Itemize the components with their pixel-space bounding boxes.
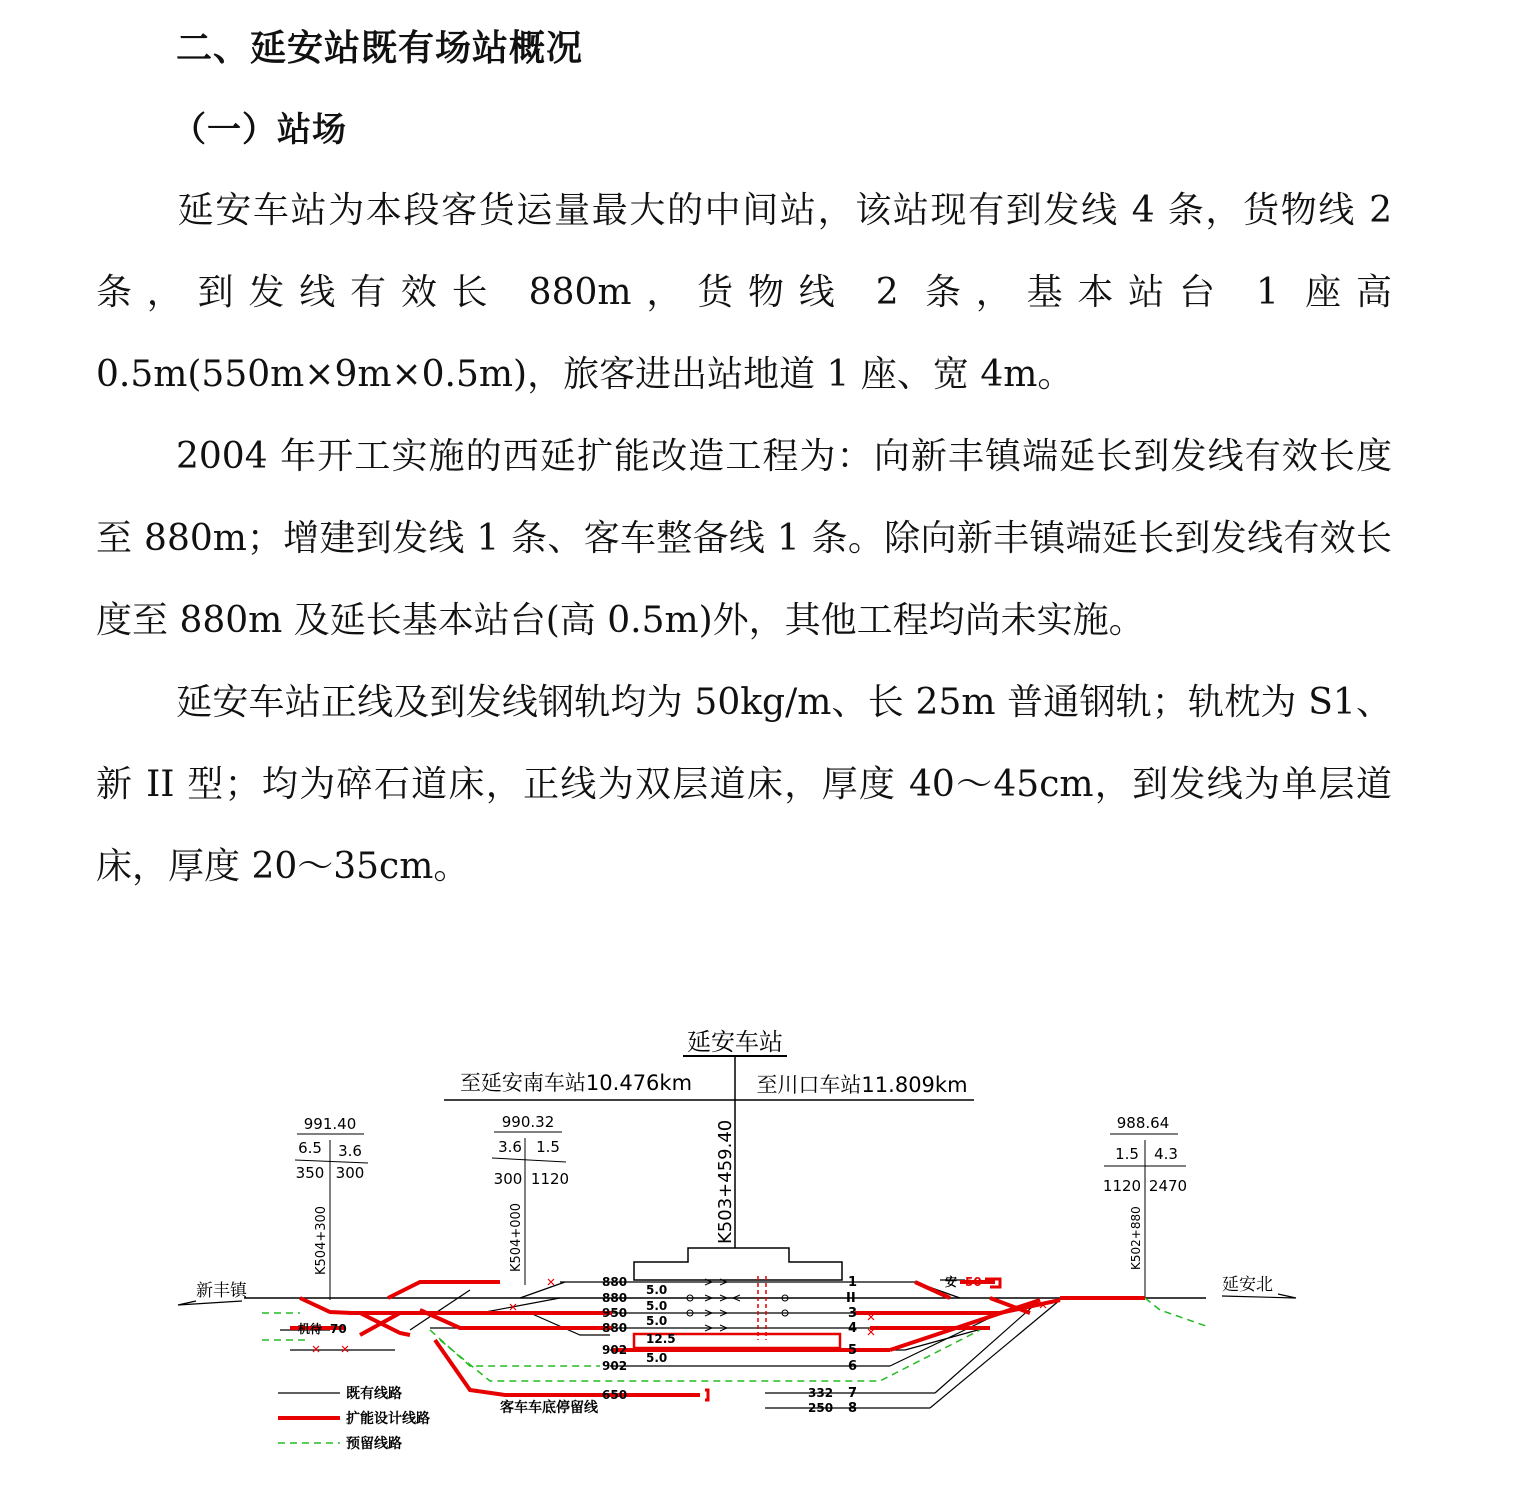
track-number: 8 xyxy=(848,1401,858,1416)
track-length: 902 xyxy=(602,1359,628,1373)
switch-mark xyxy=(700,1295,790,1301)
profile-length: 2470 xyxy=(1148,1177,1188,1195)
legend xyxy=(278,1385,430,1452)
profile-grade: 1.5 xyxy=(1115,1145,1139,1163)
spacing: 5.0 xyxy=(646,1283,668,1297)
connector xyxy=(410,1290,470,1330)
coach-bumper xyxy=(705,1390,708,1400)
section-heading: 二、延安站既有场站概况 xyxy=(176,28,584,69)
profile-length: 300 xyxy=(493,1170,523,1188)
legend-label: 扩能设计线路 xyxy=(346,1411,430,1427)
profile-mid xyxy=(492,1113,569,1285)
profile-grade: 4.3 xyxy=(1154,1145,1178,1163)
reserved-track xyxy=(1145,1298,1206,1326)
paragraph-text: 2004 年开工实施的西延扩能改造工程为：向新丰镇端延长到发线有效长度至 880m；增建到发线 1 条、客车整备线 1 条。除向新丰镇端延长到发线有效长度至 880m 及延长基本站台(高 0.5m)外，其他工程均尚未实施。 xyxy=(96,436,1392,641)
paragraph-text: 延安车站正线及到发线钢轨均为 50kg/m、长 25m 普通钢轨；轨枕为 S1、新 II 型；均为碎石道床，正线为双层道床，厚度 40～45cm，到发线为单层道床，厚度 20～35cm。 xyxy=(96,682,1392,887)
reserved-track xyxy=(430,1330,600,1366)
reserved-tracks xyxy=(262,1298,1206,1381)
station-track-diagram xyxy=(0,1000,1534,1470)
spacing-labels xyxy=(646,1283,676,1365)
x-mark xyxy=(313,1346,319,1352)
profile-grade: 1.5 xyxy=(536,1138,560,1156)
profile-length: 350 xyxy=(295,1164,325,1182)
to-south-label: 至延安南车站10.476km xyxy=(459,1071,693,1095)
profile-km: K502+880 xyxy=(1129,1206,1143,1270)
siding-length: 250 xyxy=(808,1401,834,1415)
right-end-label: 延安北 xyxy=(1222,1275,1273,1295)
track-length: 902 xyxy=(602,1343,628,1357)
track-number: 1 xyxy=(848,1275,858,1290)
profile-grade: 3.6 xyxy=(338,1142,362,1160)
track-length: 880 xyxy=(602,1321,628,1335)
profile-left xyxy=(295,1115,368,1300)
siding-length: 332 xyxy=(808,1386,834,1400)
profile-length: 300 xyxy=(335,1164,365,1182)
profile-rule xyxy=(295,1160,368,1163)
track-number: 6 xyxy=(848,1359,858,1374)
reserved-track xyxy=(440,1330,980,1381)
legend-label: 既有线路 xyxy=(346,1386,402,1402)
connector xyxy=(530,1313,610,1335)
connector xyxy=(480,1298,560,1313)
track-number: 5 xyxy=(848,1343,858,1358)
profile-rule xyxy=(492,1158,566,1162)
center-km: K503+459.40 xyxy=(715,1119,736,1244)
track-length: 950 xyxy=(602,1306,628,1320)
track-number: II xyxy=(846,1291,856,1306)
switch-marks xyxy=(687,1279,790,1331)
connector xyxy=(520,1282,565,1298)
subsection-heading: （一）站场 xyxy=(172,110,347,150)
spacing: 5.0 xyxy=(646,1351,668,1365)
paragraph xyxy=(96,170,1392,416)
track-number-labels xyxy=(846,1275,857,1416)
spacing: 5.0 xyxy=(646,1299,668,1313)
paragraph xyxy=(96,662,1392,908)
station-building xyxy=(634,1248,842,1280)
profile-km: K504+300 xyxy=(314,1205,329,1275)
profile-elevation: 991.40 xyxy=(303,1115,357,1133)
profile-length: 1120 xyxy=(1102,1177,1142,1195)
x-mark xyxy=(548,1279,554,1285)
profile-grade: 3.6 xyxy=(498,1138,522,1156)
track-length: 880 xyxy=(602,1291,628,1305)
expansion-track xyxy=(300,1298,612,1313)
track-number: 7 xyxy=(848,1386,858,1401)
track-number: 3 xyxy=(848,1306,858,1321)
crossing-marks xyxy=(758,1276,766,1340)
siding-left-length: 70 xyxy=(330,1322,347,1336)
track-length-labels xyxy=(602,1275,627,1402)
paragraph-text: 延安车站为本段客货运量最大的中间站，该站现有到发线 4 条，货物线 2 条，到发线有效长 880m，货物线 2 条，基本站台 1 座高 0.5m(550m×9m×0.5m)，旅客进出站地道 1 座、宽 4m。 xyxy=(96,190,1392,395)
profile-elevation: 988.64 xyxy=(1116,1114,1170,1132)
track-number: 4 xyxy=(848,1321,858,1336)
paragraph xyxy=(96,416,1392,662)
profile-right xyxy=(1103,1114,1187,1298)
siding-right-name: 安 xyxy=(945,1275,958,1289)
left-end-label: 新丰镇 xyxy=(196,1281,247,1301)
profile-km: K504+000 xyxy=(509,1202,524,1272)
switch-mark xyxy=(700,1310,790,1316)
switch-mark xyxy=(700,1325,760,1331)
track-length: 880 xyxy=(602,1275,628,1289)
x-mark xyxy=(342,1346,348,1352)
left-end-arrow xyxy=(178,1301,242,1305)
spacing: 5.0 xyxy=(646,1314,668,1328)
legend-label: 预留线路 xyxy=(346,1436,402,1452)
expansion-track xyxy=(388,1282,500,1298)
spacing: 12.5 xyxy=(646,1332,676,1346)
expansion-tracks xyxy=(290,1282,1145,1395)
siding-right-length: 50 xyxy=(965,1275,982,1289)
coach-yard-label: 客车车底停留线 xyxy=(500,1400,598,1416)
profile-length: 1120 xyxy=(530,1170,570,1188)
profile-elevation: 990.32 xyxy=(501,1113,555,1131)
to-north-label: 至川口车站11.809km xyxy=(756,1073,968,1097)
siding-left-name: 机待 xyxy=(298,1322,323,1336)
track-length: 650 xyxy=(602,1388,628,1402)
station-name: 延安车站 xyxy=(687,1028,783,1056)
profile-grade: 6.5 xyxy=(298,1139,322,1157)
